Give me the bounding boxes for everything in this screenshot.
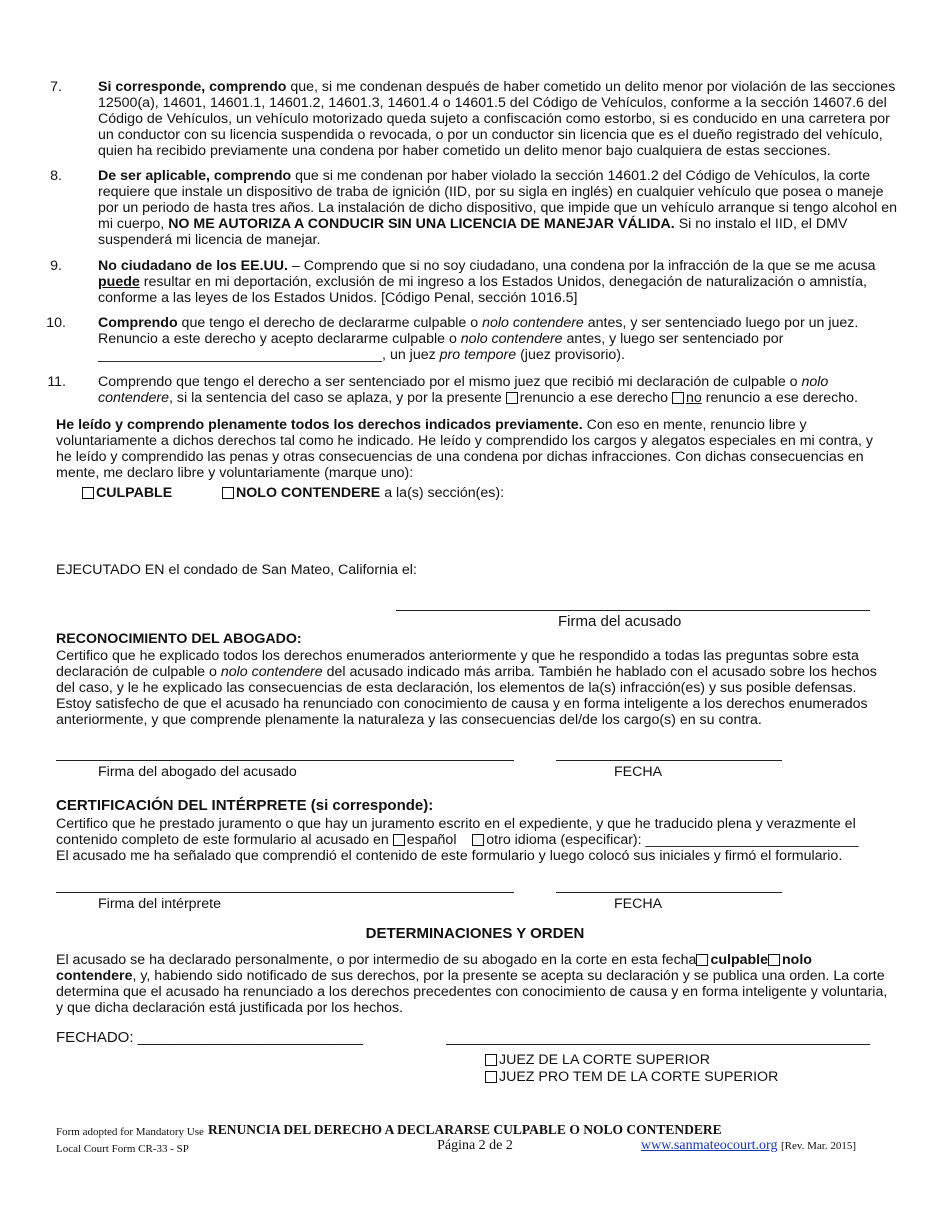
attorney-heading: RECONOCIMIENTO DEL ABOGADO: <box>56 631 302 647</box>
judge-signature-line[interactable] <box>446 1044 870 1045</box>
interpreter-signature-label: Firma del intérprete <box>98 896 222 912</box>
defendant-signature-label: Firma del acusado <box>558 613 682 630</box>
item-7-text: Si corresponde, comprendo que, si me condenan después de haber cometido un delito menor por violación de las secciones 12500(a), 14601, 14601.1, 14601.2, 14601.3, 14601.4 o 14601.5 del Código de Vehículos, conforme a la sección 14607.6 del Código de Vehículos, un vehículo motorizado queda sujeto a confiscación como estorbo, si es conducido en una carretera por un conductor con su licencia suspendida o revocada, o por un conductor sin licencia que es el dueño registrado del vehículo, quien ha recibido previamente una condena por haber cometido un delito menor bajo cualquiera de estas secciones. <box>98 79 896 159</box>
footer-adopted: Form adopted for Mandatory Use <box>56 1126 204 1138</box>
judge-superior-option[interactable]: JUEZ DE LA CORTE SUPERIOR <box>485 1052 710 1068</box>
attorney-signature-line[interactable] <box>56 760 514 761</box>
item-10-text: Comprendo que tengo el derecho de declararme culpable o nolo contendere antes, y ser sentenciado luego por un juez. Renuncio a este derecho y acepto declararme culpable o nolo contendere antes, y luego ser sentenciado por ____________________________________, un juez pro tempore (juez provisorio). <box>98 315 859 363</box>
item-9-text: No ciudadano de los EE.UU. – Comprendo que si no soy ciudadano, una condena por la infracción de la que se me acusa puede resultar en mi deportación, exclusión de mi ingreso a los Estados Unidos, denegación de naturalización o amnistía, conforme a las leyes de los Estados Unidos. [Código Penal, sección 1016.5] <box>98 258 876 306</box>
executed-text: EJECUTADO EN el condado de San Mateo, California el: <box>56 562 417 578</box>
checkbox-judge-protem[interactable] <box>485 1071 497 1083</box>
plea-guilty-option[interactable]: CULPABLE <box>82 485 172 501</box>
checkbox-nolo[interactable] <box>222 487 234 499</box>
interpreter-heading: CERTIFICACIÓN DEL INTÉRPRETE (si corresponde): <box>56 797 434 814</box>
checkbox-judge[interactable] <box>485 1054 497 1066</box>
interpreter-paragraph: Certifico que he prestado juramento o que hay un juramento escrito en el expediente, y que he traducido plena y verazmente el contenido completo de este formulario al acusado en español otro idioma (especificar): ___________________________ El acusado me ha señalado que comprendió el contenido de este formulario y luego colocó sus iniciales y firmó el formulario. <box>56 816 859 864</box>
court-website-link[interactable]: www.sanmateocourt.org <box>641 1138 778 1153</box>
footer-link-group <box>641 1138 856 1154</box>
checkbox-waive[interactable] <box>506 392 518 404</box>
order-paragraph: El acusado se ha declarado personalmente, o por intermedio de su abogado en la corte en esta fecha culpable nolo contendere, y, habiendo sido notificado de sus derechos, por la presente se acepta su declaración y se publica una orden. La corte determina que el acusado ha renunciado a los derechos precedentes con conocimiento de causa y en forma inteligente y voluntaria, y que dicha declaración está justificada por los hechos. <box>56 952 888 1016</box>
checkbox-guilty[interactable] <box>82 487 94 499</box>
plea-nolo-option[interactable]: NOLO CONTENDERE a la(s) sección(es): <box>222 485 504 501</box>
item-11-text: Comprendo que tengo el derecho a ser sentenciado por el mismo juez que recibió mi declaración de culpable o nolo contendere, si la sentencia del caso se aplaza, y por la presente renuncio a ese derecho no renuncio a ese derecho. <box>98 374 858 406</box>
checkbox-not-waive[interactable] <box>672 392 684 404</box>
checkbox-order-guilty[interactable] <box>696 954 708 966</box>
attorney-paragraph: Certifico que he explicado todos los derechos enumerados anteriormente y que he respondido a todas las preguntas sobre esta declaración de culpable o nolo contendere del acusado indicado más arriba. También he hablado con el acusado sobre los hechos del caso, y le he explicado las consecuencias de esta declaración, los elementos de la(s) infracción(es) y sus posible defensas. Estoy satisfecho de que el acusado ha renunciado con conocimiento de causa y en forma inteligente a los derechos enumerados anteriormente, y que comprende plenamente la naturaleza y las consecuencias del/de los cargo(s) en su contra. <box>56 648 877 728</box>
attorney-date-line[interactable] <box>556 760 782 761</box>
order-heading: DETERMINACIONES Y ORDEN <box>365 925 585 942</box>
footer-title: RENUNCIA DEL DERECHO A DECLARARSE CULPABLE O NOLO CONTENDERE <box>208 1122 722 1137</box>
item-number: 11. <box>47 374 66 390</box>
interpreter-date-line[interactable] <box>556 892 782 893</box>
checkbox-order-nolo[interactable] <box>768 954 780 966</box>
footer-page: Página 2 de 2 <box>437 1138 513 1153</box>
footer-revision: [Rev. Mar. 2015] <box>780 1140 857 1152</box>
item-number: 10. <box>46 315 66 331</box>
attorney-signature-label: Firma del abogado del acusado <box>98 764 297 780</box>
defendant-signature-line[interactable] <box>396 610 870 611</box>
item-8-text: De ser aplicable, comprendo que si me condenan por haber violado la sección 14601.2 del Código de Vehículos, la corte requiere que instale un dispositivo de traba de ignición (IID, por su sigla en inglés) en cualquier vehículo que posea o maneje por un periodo de hasta tres años. La instalación de dicho dispositivo, que impide que un vehículo arranque si tengo alcohol en mi cuerpo, NO ME AUTORIZA A CONDUCIR SIN UNA LICENCIA DE MANEJAR VÁLIDA. Si no instalo el IID, el DMV suspenderá mi licencia de manejar. <box>98 168 897 248</box>
interpreter-signature-line[interactable] <box>56 892 514 893</box>
footer-form-id: Local Court Form CR-33 - SP <box>56 1143 189 1155</box>
judge-protem-option[interactable]: JUEZ PRO TEM DE LA CORTE SUPERIOR <box>485 1069 778 1085</box>
checkbox-spanish[interactable] <box>393 834 405 846</box>
item-number: 8. <box>50 168 62 184</box>
checkbox-other-language[interactable] <box>472 834 484 846</box>
dated-field[interactable]: FECHADO: ___________________________ <box>56 1029 363 1046</box>
interpreter-date-label: FECHA <box>614 896 663 912</box>
item-number: 7. <box>50 79 62 95</box>
item-number: 9. <box>50 258 62 274</box>
attorney-date-label: FECHA <box>614 764 663 780</box>
read-paragraph: He leído y comprendo plenamente todos los derechos indicados previamente. Con eso en mente, renuncio libre y voluntariamente a dichos derechos tal como he indicado. He leído y comprendido los cargos y alegatos especiales en mi contra, y he leído y comprendido las penas y otras consecuencias de una condena por dichas infracciones. Con dichas consecuencias en mente, me declaro libre y voluntariamente (marque uno): <box>56 417 874 481</box>
